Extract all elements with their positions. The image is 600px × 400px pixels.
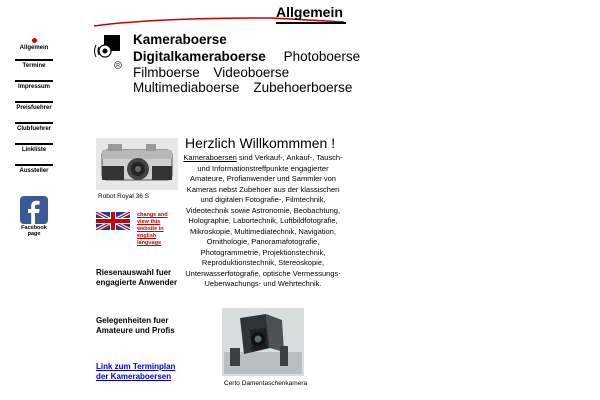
link-row-1 — [133, 32, 237, 48]
sidebar-item-preisfuehrer[interactable] — [15, 101, 53, 120]
nav-bar-icon — [15, 80, 53, 82]
link-multimediaboerse[interactable]: Multimediaboerse — [133, 80, 240, 95]
link-row-3 — [133, 65, 299, 81]
registered-mark: R — [116, 63, 120, 69]
header-title: Allgemein — [276, 4, 343, 20]
sidebar-item-termine[interactable] — [15, 59, 53, 78]
link-kameraboerse[interactable]: Kameraboerse — [133, 32, 227, 47]
sidebar-item-allgemein[interactable] — [15, 38, 53, 57]
link-zubehoerboerse[interactable]: Zubehoerboerse — [253, 80, 353, 95]
nav-bar-icon — [15, 59, 53, 61]
sidebar-item-label: Clubfuehrer — [16, 126, 51, 132]
nav-bar-icon — [15, 143, 53, 145]
promo-gelegenheiten: Gelegenheiten fuer Amateure und Profis — [96, 316, 175, 335]
certo-camera-image — [222, 308, 304, 376]
sidebar-item-label: Impressum — [17, 84, 50, 90]
nav-bar-icon — [15, 122, 53, 124]
sidebar-item-label: Termine — [22, 63, 46, 69]
sidebar-item-label: Linkliste — [21, 147, 47, 153]
kameraboersen-link[interactable]: Kameraboersen — [183, 153, 237, 162]
nav-bar-icon — [15, 101, 53, 103]
welcome-body: sind Verkauf-, Ankauf-, Tausch- und Informationstreffpunkte engagierter Amateure, Profianwender und Sammler von Kameras nebst Zubehoer aus der klassischen und digitalen Fotografie-, Filmtechnik, Videotechnik sowie Astronomie, Beobachtung, Holographie, Labortechnik, Luftbildfotografie, Mikroskopie, Multimediatechnik, Navigation, Ornithologie, Panoramafotografie, Photogrammetrie, Projektionstechnik, Reproduktionstechnik, Stereoskopie, Unterwasserfotografie, optische Vermessungs- Ueberwachungs- und Wehrtechnik. — [185, 153, 343, 288]
camera2-caption: Certo Damentaschenkamera — [224, 380, 308, 387]
sidebar-item-label: Preisfuehrer — [16, 105, 52, 111]
robot-camera-image — [96, 138, 178, 190]
link-photoboerse[interactable]: Photoboerse — [283, 49, 361, 64]
sidebar-item-label: Allgemein — [19, 45, 49, 51]
sidebar-item-impressum[interactable] — [15, 80, 53, 99]
site-logo — [92, 33, 126, 71]
link-digitalkameraboerse[interactable]: Digitalkameraboerse — [133, 49, 266, 64]
camera1-caption: Robot Royal 36 S — [98, 193, 149, 200]
facebook-label: Facebook page — [21, 225, 47, 237]
english-flag-icon[interactable] — [96, 212, 130, 230]
facebook-icon — [20, 196, 48, 224]
welcome-text — [183, 153, 343, 290]
promo-riesenauswahl: Riesenauswahl fuer engagierte Anwender — [96, 268, 178, 287]
sidebar-item-aussteller[interactable] — [15, 164, 53, 183]
facebook-link[interactable] — [15, 196, 53, 237]
sidebar-item-linkliste[interactable] — [15, 143, 53, 162]
welcome-title: Herzlich Willkommmen ! — [185, 135, 336, 151]
active-dot-icon — [32, 38, 37, 43]
sidebar-item-label: Aussteller — [19, 168, 49, 174]
link-filmboerse[interactable]: Filmboerse — [133, 65, 200, 80]
link-videoboerse[interactable]: Videoboerse — [213, 65, 290, 80]
link-row-2 — [133, 49, 370, 65]
nav-bar-icon — [15, 164, 53, 166]
terminplan-link[interactable]: Link zum Terminplan der Kameraboersen — [96, 362, 176, 381]
sidebar-item-clubfuehrer[interactable] — [15, 122, 53, 141]
link-row-4 — [133, 80, 362, 96]
english-version-link[interactable]: change and view this website in english language — [137, 212, 168, 246]
